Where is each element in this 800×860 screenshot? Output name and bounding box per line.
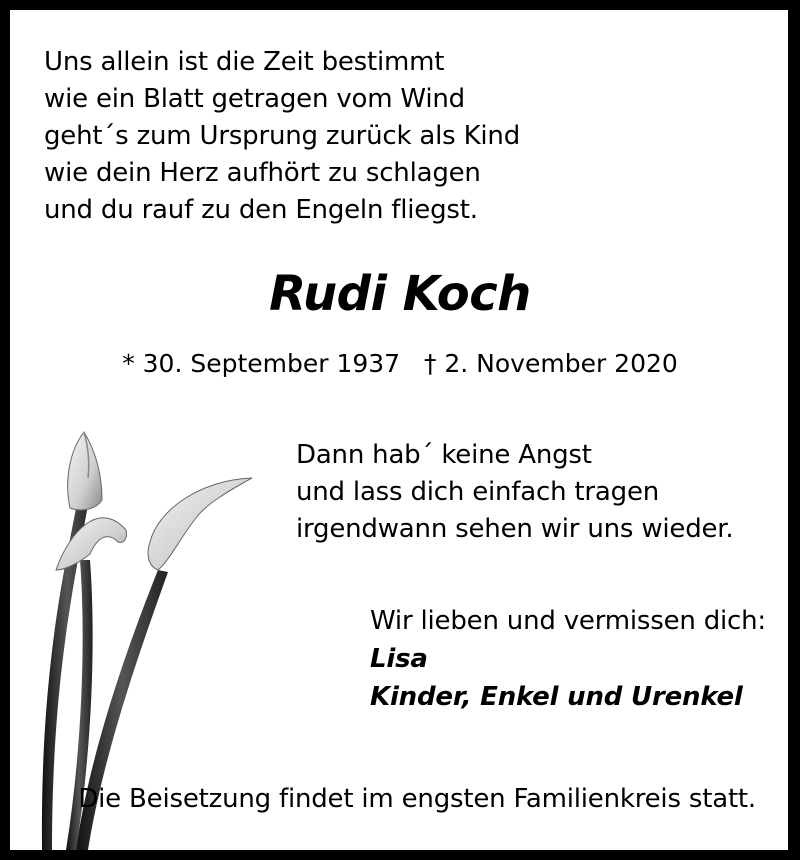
- poem-line: Uns allein ist die Zeit bestimmt: [44, 47, 445, 77]
- burial-note: Die Beisetzung findet im engsten Familienkreis statt.: [78, 784, 756, 814]
- verse-line: Dann hab´ keine Angst: [296, 440, 592, 470]
- poem: [44, 44, 520, 229]
- poem-line: geht´s zum Ursprung zurück als Kind: [44, 121, 521, 151]
- verse-line: irgendwann sehen wir uns wieder.: [296, 514, 734, 544]
- deceased-name: Rudi Koch: [269, 266, 531, 322]
- poem-line: und du rauf zu den Engeln fliegst.: [44, 195, 478, 225]
- verse-line: und lass dich einfach tragen: [296, 477, 660, 507]
- death-date: † 2. November 2020: [423, 349, 678, 378]
- mourner-name: Lisa: [370, 644, 428, 674]
- poem-line: wie dein Herz aufhört zu schlagen: [44, 158, 481, 188]
- life-dates: [0, 346, 800, 382]
- consolation-verse: [296, 437, 733, 548]
- birth-date: * 30. September 1937: [122, 349, 401, 378]
- signature-block: [370, 603, 766, 717]
- farewell-intro: Wir lieben und vermissen dich:: [370, 606, 766, 636]
- poem-line: wie ein Blatt getragen vom Wind: [44, 84, 465, 114]
- mourner-family: Kinder, Enkel und Urenkel: [370, 682, 743, 712]
